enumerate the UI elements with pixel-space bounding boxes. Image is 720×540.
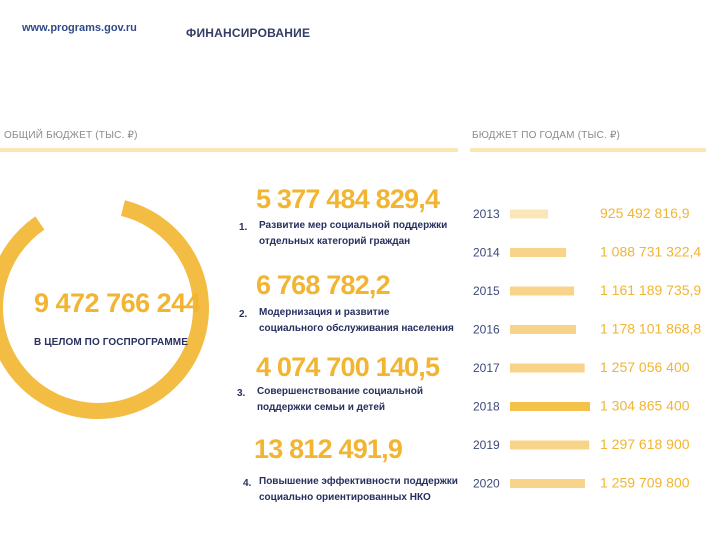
year-bar (510, 402, 590, 411)
year-value-label: 925 492 816,9 (600, 205, 690, 221)
program-amount: 13 812 491,9 (254, 434, 403, 464)
year-bar (510, 479, 585, 488)
year-tick-label: 2018 (473, 399, 500, 414)
year-bar (510, 364, 585, 373)
year-bar (510, 325, 576, 334)
program-name-line2: социального обслуживания населения (259, 323, 454, 334)
program-amount: 4 074 700 140,5 (256, 352, 440, 382)
total-budget-value: 9 472 766 244 (34, 288, 201, 318)
program-name-line1: Модернизация и развитие (259, 307, 390, 318)
year-tick-label: 2013 (473, 207, 500, 221)
year-value-label: 1 178 101 868,8 (600, 320, 702, 337)
year-value-label: 1 257 056 400 (600, 359, 690, 375)
program-number: 2. (239, 309, 248, 320)
program-name-line2: отдельных категорий граждан (259, 236, 411, 247)
year-bar (510, 210, 548, 219)
year-bar (510, 287, 574, 296)
year-tick-label: 2020 (473, 476, 500, 491)
year-value-label: 1 304 865 400 (600, 397, 690, 414)
program-name-line1: Совершенствование социальной (257, 386, 423, 397)
year-tick-label: 2015 (473, 284, 500, 298)
year-bar (510, 441, 589, 450)
yearly-budget-label: БЮДЖЕТ ПО ГОДАМ (ТЫС. ₽) (472, 130, 621, 141)
year-tick-label: 2017 (473, 361, 500, 375)
program-name-line1: Повышение эффективности поддержки (259, 476, 458, 487)
page-title: ФИНАНСИРОВАНИЕ (186, 26, 311, 40)
total-budget-ring (0, 188, 260, 458)
yearly-budget-chart (470, 196, 710, 496)
program-name-line2: поддержки семьи и детей (257, 402, 386, 413)
year-tick-label: 2019 (473, 438, 500, 452)
site-url[interactable]: www.programs.gov.ru (22, 22, 137, 34)
year-tick-label: 2016 (473, 322, 500, 337)
yearly-budget-divider (470, 148, 706, 152)
total-budget-divider (0, 148, 458, 152)
program-name-line1: Развитие мер социальной поддержки (259, 220, 448, 231)
program-number: 4. (243, 478, 252, 489)
program-number: 3. (237, 388, 246, 399)
program-number: 1. (239, 222, 248, 233)
program-amount: 6 768 782,2 (256, 270, 390, 300)
year-bar (510, 248, 566, 257)
program-name-line2: социально ориентированных НКО (259, 492, 431, 503)
year-value-label: 1 088 731 322,4 (600, 243, 702, 260)
total-budget-caption: В ЦЕЛОМ ПО ГОСПРОГРАММЕ (34, 337, 188, 348)
program-amount: 5 377 484 829,4 (256, 184, 440, 214)
year-value-label: 1 297 618 900 (600, 436, 690, 452)
year-tick-label: 2014 (473, 245, 500, 260)
year-value-label: 1 161 189 735,9 (600, 282, 702, 298)
year-value-label: 1 259 709 800 (600, 474, 690, 491)
total-budget-label: ОБЩИЙ БЮДЖЕТ (ТЫС. ₽) (4, 130, 138, 141)
